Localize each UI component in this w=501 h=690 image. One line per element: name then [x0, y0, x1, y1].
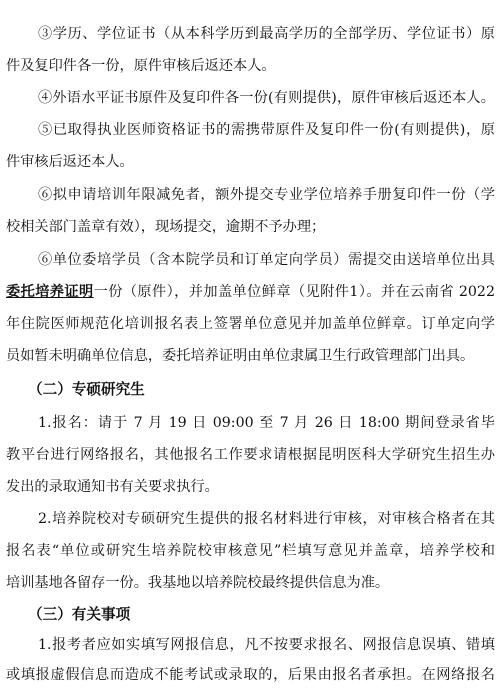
section-heading-professional-masters: （二）专硕研究生: [28, 381, 145, 398]
paragraph-degree-certificates: ③学历、学位证书（从本科学历到最高学历的全部学历、学位证书）原: [38, 26, 495, 42]
paragraph-language-certificate: ④外语水平证书原件及复印件各一份(有则提供)，原件审核后返还本人。: [38, 90, 495, 106]
paragraph-training-reduction: ⑥拟申请培训年限减免者，额外提交专业学位培养手册复印件一份（学: [38, 187, 495, 203]
paragraph-training-reduction-cont: 校相关部门盖章有效），现场提交，逾期不予办理；: [6, 219, 326, 235]
paragraph-truthful-info-line2: 或填报虚假信息而造成不能考试或录取的，后果由报名者承担。在网络报名: [6, 667, 495, 683]
paragraph-registration-line2: 教平台进行网络报名，其他报名工作要求请根据昆明医科大学研究生招生办: [6, 447, 495, 463]
paragraph-commissioned-trainees-line2: [6, 277, 495, 307]
paragraph-commissioned-trainees-line3: 年住院医师规范化培训报名表上签署单位意见并加盖单位鲜章。订单定向学: [6, 316, 495, 332]
paragraph-registration-line3: 发出的录取通知书有关要求执行。: [6, 479, 219, 495]
paragraph-physician-license: ⑤已取得执业医师资格证书的需携带原件及复印件一份(有则提供)，原: [38, 122, 495, 138]
paragraph-registration: 1.报名：请于 7 月 19 日 09:00 至 7 月 26 日 18:00 期间登录省毕: [38, 415, 495, 431]
paragraph-truthful-info: 1.报考者应如实填写网报信息，凡不按要求报名、网报信息误填、错填: [38, 637, 495, 653]
section-heading-related-matters: （三）有关事项: [28, 606, 131, 623]
paragraph-material-review: 2.培养院校对专硕研究生提供的报名材料进行审核，对审核合格者在其: [38, 511, 495, 527]
paragraph-commissioned-trainees: ⑥单位委培学员（含本院学员和订单定向学员）需提交由送培单位出具: [38, 252, 495, 268]
paragraph-degree-certificates-cont: 件及复印件各一份，原件审核后返还本人。: [6, 58, 276, 74]
commission-certificate-text: 一份（原件），并加盖单位鲜章（见附件1）。并在云南省 2022: [93, 284, 495, 300]
commission-certificate-link[interactable]: 委托培养证明: [6, 284, 94, 300]
paragraph-material-review-line3: 培训基地各留存一份。我基地以培养院校最终提供信息为准。: [6, 575, 390, 591]
paragraph-commissioned-trainees-line4: 员如暂未明确单位信息，委托培养证明由单位隶属卫生行政管理部门出具。: [6, 348, 475, 364]
paragraph-material-review-line2: 报名表“单位或研究生培养院校审核意见”栏填写意见并盖章，培养学校和: [6, 543, 495, 559]
paragraph-physician-license-cont: 件审核后返还本人。: [6, 154, 134, 170]
